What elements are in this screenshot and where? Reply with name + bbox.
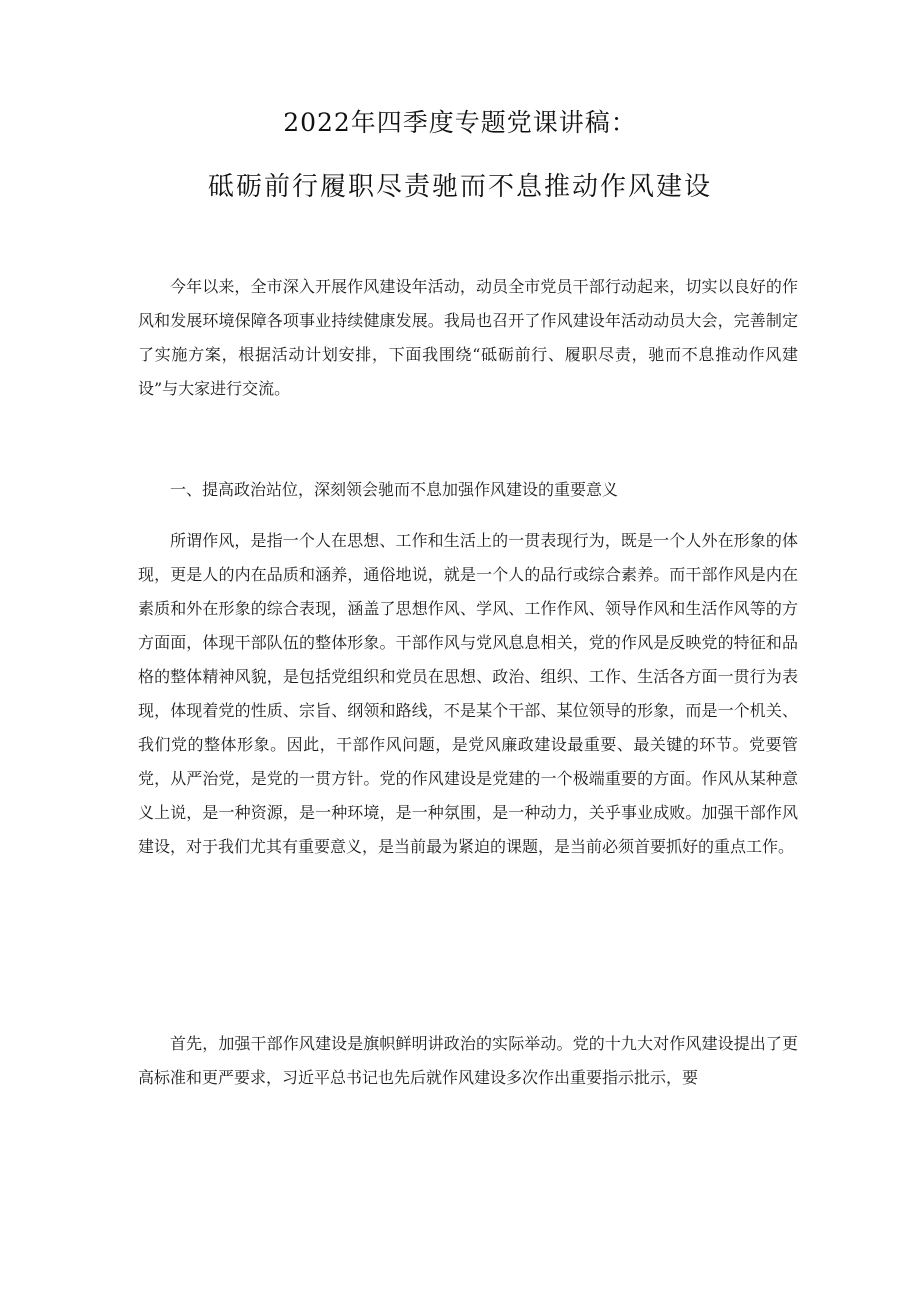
document-title-line-2: 砥砺前行履职尽责驰而不息推动作风建设: [207, 172, 712, 202]
paragraph-first-point: 首先，加强干部作风建设是旗帜鲜明讲政治的实际举动。党的十九大对作风建设提出了更高标准和更严要求，习近平总书记也先后就作风建设多次作出重要指示批示，要: [138, 1034, 798, 1087]
paragraph-definition: 所谓作风，是指一个人在思想、工作和生活上的一贯表现行为，既是一个人外在形象的体现，更是人的内在品质和涵养，通俗地说，就是一个人的品行或综合素养。而干部作风是内在素质和外在形象的综合表现，涵盖了思想作风、学风、工作作风、领导作风和生活作风等的方方面面，体现干部队伍的整体形象。干部作风与党风息息相关，党的作风是反映党的特征和品格的整体精神风貌，是包括党组织和党员在思想、政治、组织、工作、生活各方面一贯行为表现，体现着党的性质、宗旨、纲领和路线，不是某个干部、某位领导的形象，而是一个机关、我们党的整体形象。因此，干部作风问题，是党风廉政建设最重要、最关键的环节。党要管党，从严治党，是党的一贯方针。党的作风建设是党建的一个极端重要的方面。作风从某种意义上说，是一种资源，是一种环境，是一种氛围，是一种动力，关乎事业成败。加强干部作风建设，对于我们尤其有重要意义，是当前最为紧迫的课题，是当前必须首要抓好的重点工作。: [138, 531, 798, 856]
section-heading-1: 一、提高政治站位，深刻领会驰而不息加强作风建设的重要意义: [170, 480, 619, 499]
paragraph-intro: 今年以来，全市深入开展作风建设年活动，动员全市党员干部行动起来，切实以良好的作风和发展环境保障各项事业持续健康发展。我局也召开了作风建设年活动动员大会，完善制定了实施方案，根据活动计划安排，下面我围绕“砥砺前行、履职尽责，驰而不息推动作风建设”与大家进行交流。: [138, 277, 798, 398]
document-title-line-1: 2022年四季度专题党课讲稿：: [283, 108, 637, 137]
